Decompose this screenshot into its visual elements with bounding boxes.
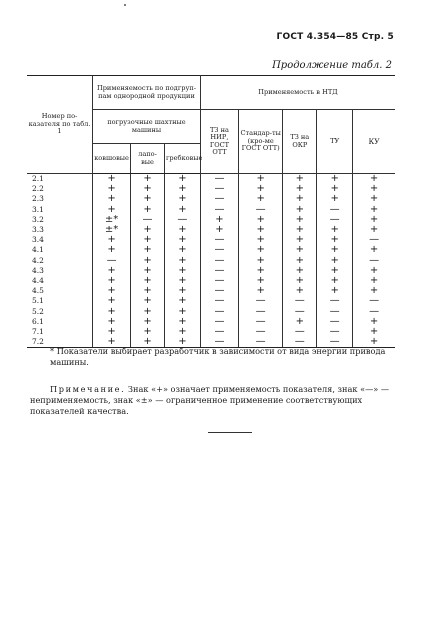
cell-mark: + [317, 266, 353, 276]
cell-mark: — [283, 337, 317, 348]
cell-mark: + [283, 286, 317, 296]
cell-mark: + [238, 184, 282, 194]
table-row [27, 256, 395, 266]
cell-mark: + [353, 245, 395, 255]
cell-mark: — [238, 296, 282, 306]
cell-mark: + [238, 256, 282, 266]
row-index: 2.2 [27, 184, 93, 194]
row-index: 4.2 [27, 256, 93, 266]
cell-mark: — [238, 317, 282, 327]
table-body [27, 174, 395, 348]
subgroup-header: погрузочные шахтные машины [93, 110, 201, 144]
table-row [27, 296, 395, 306]
table-row [27, 266, 395, 276]
cell-mark: + [353, 276, 395, 286]
cell-mark: + [131, 327, 165, 337]
cell-mark: — [238, 327, 282, 337]
cell-mark: + [353, 225, 395, 235]
cell-mark: + [93, 317, 131, 327]
cell-mark: + [353, 184, 395, 194]
cell-mark: + [283, 266, 317, 276]
table-caption: Продолжение табл. 2 [272, 60, 392, 71]
cell-mark: — [200, 205, 238, 215]
row-index: 2.3 [27, 194, 93, 204]
cell-mark: + [93, 194, 131, 204]
footnote: * Показатели выбирает разработчик в зависимости от вида энергии привода машины. [50, 346, 386, 367]
cell-mark: + [317, 184, 353, 194]
note-label: Примечание. [50, 384, 126, 394]
row-index: 7.1 [27, 327, 93, 337]
cell-mark: — [200, 184, 238, 194]
cell-mark: + [238, 276, 282, 286]
cell-mark: ±* [93, 215, 131, 225]
cell-mark: + [93, 174, 131, 185]
cell-mark: + [164, 317, 200, 327]
cell-mark: + [93, 286, 131, 296]
row-index: 6.1 [27, 317, 93, 327]
cell-mark: + [317, 245, 353, 255]
page-header: ГОСТ 4.354—85 Стр. 5 [276, 32, 394, 42]
cell-mark: + [353, 286, 395, 296]
cell-mark: + [283, 174, 317, 185]
cell-mark: + [131, 194, 165, 204]
cell-mark: — [317, 215, 353, 225]
table-row [27, 306, 395, 316]
cell-mark: + [164, 286, 200, 296]
cell-mark: + [283, 215, 317, 225]
row-index: 3.1 [27, 205, 93, 215]
cell-mark: + [131, 286, 165, 296]
cell-mark: + [283, 245, 317, 255]
cell-mark: + [317, 286, 353, 296]
scan-speck [124, 4, 126, 6]
cell-mark: + [238, 194, 282, 204]
cell-mark: + [200, 225, 238, 235]
cell-mark: — [317, 205, 353, 215]
cell-mark: — [200, 245, 238, 255]
cell-mark: + [164, 256, 200, 266]
cell-mark: + [164, 327, 200, 337]
cell-mark: + [317, 174, 353, 185]
cell-mark: + [283, 184, 317, 194]
cell-mark: + [93, 296, 131, 306]
table-row [27, 215, 395, 225]
cell-mark: + [283, 205, 317, 215]
note-text: Знак «+» означает применяемость показателя, знак «—» — неприменяемость, знак «±» — ограниченное применение соответствующих показателей качества. [30, 384, 390, 416]
cell-mark: — [200, 235, 238, 245]
table-row [27, 276, 395, 286]
cell-mark: — [200, 327, 238, 337]
table-row [27, 245, 395, 255]
row-index: 7.2 [27, 337, 93, 348]
cell-mark: — [238, 306, 282, 316]
row-index: 4.1 [27, 245, 93, 255]
cell-mark: + [131, 184, 165, 194]
cell-mark: + [131, 317, 165, 327]
table-row [27, 317, 395, 327]
cell-mark: — [353, 296, 395, 306]
cell-mark: + [353, 266, 395, 276]
cell-mark: — [317, 317, 353, 327]
cell-mark: + [93, 266, 131, 276]
cell-mark: + [93, 184, 131, 194]
cell-mark: + [164, 306, 200, 316]
col-header-ntd-4: ТУ [317, 110, 353, 174]
cell-mark: — [353, 235, 395, 245]
cell-mark: + [131, 174, 165, 185]
cell-mark: + [238, 174, 282, 185]
cell-mark: + [93, 327, 131, 337]
cell-mark: — [93, 256, 131, 266]
cell-mark: + [353, 317, 395, 327]
cell-mark: — [200, 194, 238, 204]
row-index: 5.2 [27, 306, 93, 316]
col-header-group1-2: лапо-вые [131, 144, 165, 174]
cell-mark: + [131, 296, 165, 306]
cell-mark: + [353, 194, 395, 204]
cell-mark: + [283, 235, 317, 245]
cell-mark: + [164, 337, 200, 348]
cell-mark: + [283, 317, 317, 327]
cell-mark: + [164, 194, 200, 204]
col-index-header: Номер по-казателя по табл. 1 [27, 76, 93, 174]
cell-mark: + [317, 235, 353, 245]
cell-mark: — [200, 337, 238, 348]
cell-mark: + [238, 266, 282, 276]
cell-mark: + [93, 337, 131, 348]
col-header-ntd-3: ТЗ на ОКР [283, 110, 317, 174]
cell-mark: — [200, 276, 238, 286]
cell-mark: + [353, 327, 395, 337]
row-index: 5.1 [27, 296, 93, 306]
col-header-ntd-5: КУ [353, 110, 395, 174]
cell-mark: + [164, 225, 200, 235]
cell-mark: + [131, 306, 165, 316]
table-note [30, 384, 398, 417]
cell-mark: — [317, 296, 353, 306]
table-row [27, 205, 395, 215]
cell-mark: + [317, 225, 353, 235]
table-row [27, 194, 395, 204]
cell-mark: + [238, 245, 282, 255]
cell-mark: + [93, 245, 131, 255]
row-index: 4.5 [27, 286, 93, 296]
cell-mark: + [93, 306, 131, 316]
cell-mark: — [131, 215, 165, 225]
col-header-group1-3: гребковые [164, 144, 200, 174]
cell-mark: + [164, 296, 200, 306]
cell-mark: + [353, 215, 395, 225]
cell-mark: + [164, 174, 200, 185]
cell-mark: + [238, 286, 282, 296]
cell-mark: + [131, 256, 165, 266]
row-index: 3.4 [27, 235, 93, 245]
cell-mark: + [131, 205, 165, 215]
cell-mark: — [200, 296, 238, 306]
cell-mark: — [200, 317, 238, 327]
cell-mark: + [353, 205, 395, 215]
col-header-ntd-1: ТЗ на НИР, ГОСТ ОТТ [200, 110, 238, 174]
applicability-table [27, 75, 395, 348]
cell-mark: + [131, 225, 165, 235]
cell-mark: — [164, 215, 200, 225]
cell-mark: — [200, 256, 238, 266]
cell-mark: + [317, 276, 353, 286]
table-row [27, 235, 395, 245]
cell-mark: + [164, 245, 200, 255]
cell-mark: + [317, 194, 353, 204]
group2-header: Применяемость в НТД [200, 76, 395, 110]
cell-mark: + [131, 266, 165, 276]
cell-mark: + [93, 276, 131, 286]
col-header-ntd-2: Стандар-ты (кро-ме ГОСТ ОТТ) [238, 110, 282, 174]
table-row [27, 286, 395, 296]
cell-mark: — [353, 256, 395, 266]
cell-mark: — [353, 306, 395, 316]
cell-mark: + [317, 256, 353, 266]
cell-mark: + [164, 235, 200, 245]
cell-mark: — [317, 327, 353, 337]
cell-mark: + [283, 225, 317, 235]
cell-mark: + [131, 276, 165, 286]
table-row [27, 225, 395, 235]
row-index: 2.1 [27, 174, 93, 185]
cell-mark: — [317, 306, 353, 316]
cell-mark: — [283, 296, 317, 306]
row-index: 4.3 [27, 266, 93, 276]
group1-header: Применяемость по подгруп-пам однородной продукции [93, 76, 201, 110]
table-row [27, 174, 395, 185]
cell-mark: — [200, 266, 238, 276]
col-header-group1-1: ковшовые [93, 144, 131, 174]
cell-mark: — [200, 174, 238, 185]
cell-mark: + [283, 276, 317, 286]
cell-mark: + [131, 245, 165, 255]
row-index: 4.4 [27, 276, 93, 286]
cell-mark: + [353, 174, 395, 185]
end-rule [208, 432, 252, 433]
cell-mark: ±* [93, 225, 131, 235]
cell-mark: + [164, 276, 200, 286]
cell-mark: + [93, 205, 131, 215]
cell-mark: — [283, 327, 317, 337]
cell-mark: + [353, 337, 395, 348]
cell-mark: + [164, 205, 200, 215]
cell-mark: + [131, 337, 165, 348]
cell-mark: + [283, 256, 317, 266]
table-row [27, 327, 395, 337]
cell-mark: + [164, 184, 200, 194]
cell-mark: — [283, 306, 317, 316]
cell-mark: + [93, 235, 131, 245]
cell-mark: — [238, 337, 282, 348]
cell-mark: + [131, 235, 165, 245]
row-index: 3.2 [27, 215, 93, 225]
cell-mark: — [200, 286, 238, 296]
cell-mark: + [238, 235, 282, 245]
cell-mark: + [238, 215, 282, 225]
row-index: 3.3 [27, 225, 93, 235]
cell-mark: — [200, 306, 238, 316]
cell-mark: — [317, 337, 353, 348]
cell-mark: — [238, 205, 282, 215]
cell-mark: + [238, 225, 282, 235]
cell-mark: + [164, 266, 200, 276]
cell-mark: + [200, 215, 238, 225]
cell-mark: + [283, 194, 317, 204]
table-row [27, 184, 395, 194]
